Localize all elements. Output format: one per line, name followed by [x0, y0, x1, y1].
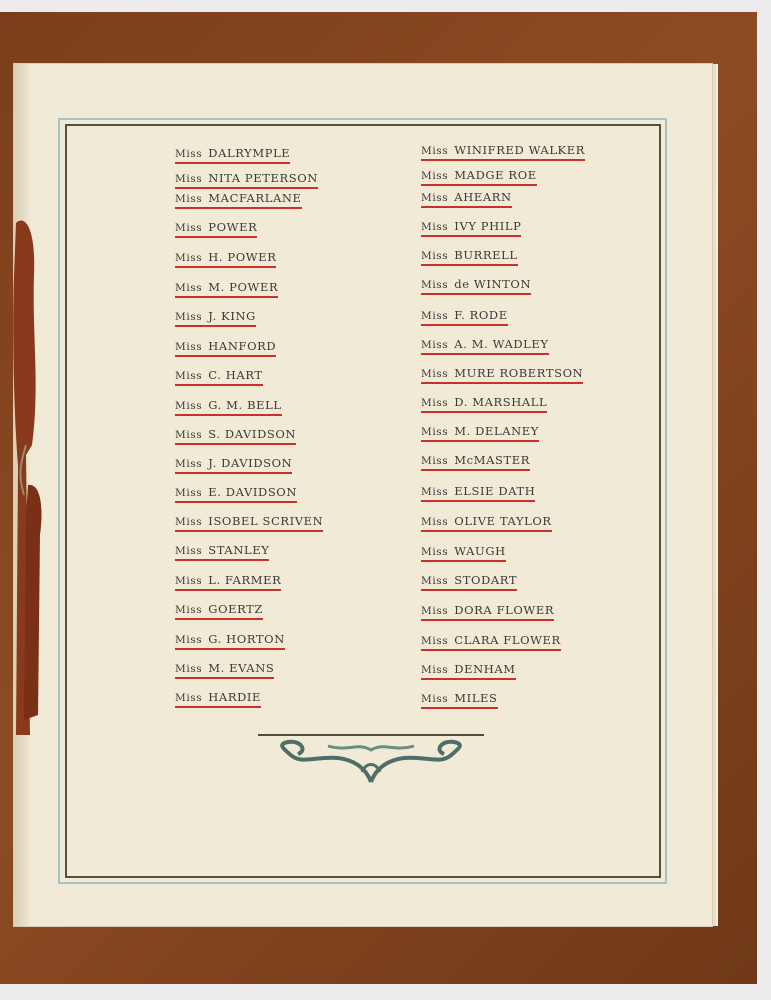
guest-name-entry — [175, 632, 285, 650]
guest-surname: AHEARN — [454, 190, 512, 204]
guest-surname: STANLEY — [208, 543, 270, 557]
guest-name-entry — [421, 168, 537, 186]
honorific: Miss — [175, 575, 203, 587]
guest-name-entry — [175, 485, 297, 503]
honorific: Miss — [421, 635, 449, 647]
honorific: Miss — [175, 429, 203, 441]
honorific: Miss — [421, 546, 449, 558]
guest-name-entry — [421, 366, 583, 384]
honorific: Miss — [421, 368, 449, 380]
guest-surname: DORA FLOWER — [454, 603, 555, 617]
guest-surname: CLARA FLOWER — [454, 633, 561, 647]
honorific: Miss — [175, 341, 203, 353]
guest-surname: ELSIE DATH — [454, 484, 536, 498]
guest-surname: G. M. BELL — [208, 398, 282, 412]
honorific: Miss — [175, 487, 203, 499]
guest-surname: WAUGH — [454, 544, 506, 558]
honorific: Miss — [175, 252, 203, 264]
honorific: Miss — [421, 250, 449, 262]
guest-name-entry — [175, 368, 263, 386]
guest-name-entry — [175, 171, 318, 189]
guest-name-entry — [421, 337, 549, 355]
honorific: Miss — [175, 173, 203, 185]
guest-name-entry — [421, 190, 512, 208]
guest-surname: MILES — [454, 691, 498, 705]
honorific: Miss — [421, 145, 449, 157]
guest-surname: DENHAM — [454, 662, 516, 676]
honorific: Miss — [421, 486, 449, 498]
guest-name-entry — [175, 573, 281, 591]
honorific: Miss — [421, 279, 449, 291]
guest-surname: HANFORD — [208, 339, 277, 353]
guest-name-entry — [421, 514, 552, 532]
honorific: Miss — [421, 221, 449, 233]
guest-name-entry — [175, 543, 269, 561]
honorific: Miss — [175, 634, 203, 646]
guest-surname: J. KING — [208, 309, 256, 323]
honorific: Miss — [421, 693, 449, 705]
guest-surname: J. DAVIDSON — [208, 456, 293, 470]
honorific: Miss — [421, 426, 449, 438]
guest-name-entry — [175, 191, 302, 209]
guest-surname: S. DAVIDSON — [208, 427, 297, 441]
guest-surname: STODART — [454, 573, 518, 587]
guest-surname: de WINTON — [454, 277, 532, 291]
guest-surname: L. FARMER — [208, 573, 282, 587]
guest-name-entry — [421, 453, 530, 471]
guest-surname: GOERTZ — [208, 602, 264, 616]
guest-name-entry — [175, 661, 274, 679]
honorific: Miss — [421, 605, 449, 617]
honorific: Miss — [421, 192, 449, 204]
honorific: Miss — [175, 458, 203, 470]
guest-name-entry — [421, 691, 498, 709]
honorific: Miss — [421, 339, 449, 351]
guest-name-entry — [175, 398, 282, 416]
guest-surname: MACFARLANE — [208, 191, 302, 205]
guest-surname: H. POWER — [208, 250, 277, 264]
guest-name-entry — [175, 220, 257, 238]
honorific: Miss — [421, 516, 449, 528]
guest-surname: HARDIE — [208, 690, 262, 704]
guest-surname: A. M. WADLEY — [454, 337, 549, 351]
guest-name-entry — [175, 339, 276, 357]
guest-surname: McMASTER — [454, 453, 530, 467]
honorific: Miss — [421, 575, 449, 587]
guest-surname: POWER — [208, 220, 258, 234]
honorific: Miss — [175, 400, 203, 412]
guest-name-entry — [421, 633, 561, 651]
honorific: Miss — [175, 692, 203, 704]
honorific: Miss — [175, 148, 203, 160]
guest-name-entry — [421, 424, 539, 442]
honorific: Miss — [175, 282, 203, 294]
guest-surname: M. POWER — [208, 280, 279, 294]
honorific: Miss — [175, 193, 203, 205]
honorific: Miss — [175, 545, 203, 557]
guest-surname: MADGE ROE — [454, 168, 537, 182]
guest-surname: OLIVE TAYLOR — [454, 514, 552, 528]
guest-name-entry — [421, 573, 517, 591]
guest-surname: F. RODE — [454, 308, 508, 322]
guest-name-entry — [175, 309, 256, 327]
guest-name-entry — [175, 427, 296, 445]
guest-name-entry — [421, 484, 535, 502]
silk-ribbon-icon — [10, 215, 46, 735]
scroll-ornament-icon — [258, 732, 484, 788]
guest-name-entry — [175, 514, 323, 532]
guest-surname: DALRYMPLE — [208, 146, 291, 160]
guest-surname: G. HORTON — [208, 632, 285, 646]
honorific: Miss — [421, 455, 449, 467]
guest-surname: NITA PETERSON — [208, 171, 318, 185]
guest-surname: MURE ROBERTSON — [454, 366, 584, 380]
guest-name-entry — [421, 248, 518, 266]
guest-surname: WINIFRED WALKER — [454, 143, 586, 157]
guest-name-entry — [421, 544, 506, 562]
honorific: Miss — [421, 170, 449, 182]
guest-name-entry — [421, 219, 521, 237]
guest-surname: ISOBEL SCRIVEN — [208, 514, 324, 528]
guest-name-entry — [175, 602, 263, 620]
guest-surname: IVY PHILP — [454, 219, 522, 233]
honorific: Miss — [175, 311, 203, 323]
guest-name-entry — [175, 690, 261, 708]
guest-name-entry — [421, 603, 554, 621]
guest-surname: C. HART — [208, 368, 263, 382]
guest-name-entry — [421, 277, 531, 295]
guest-surname: M. EVANS — [208, 661, 275, 675]
guest-surname: D. MARSHALL — [454, 395, 548, 409]
guest-name-entry — [421, 395, 547, 413]
honorific: Miss — [175, 663, 203, 675]
honorific: Miss — [175, 516, 203, 528]
honorific: Miss — [175, 604, 203, 616]
honorific: Miss — [421, 397, 449, 409]
guest-name-entry — [175, 250, 276, 268]
guest-surname: E. DAVIDSON — [208, 485, 297, 499]
honorific: Miss — [175, 222, 203, 234]
guest-name-entry — [175, 280, 278, 298]
guest-surname: BURRELL — [454, 248, 518, 262]
honorific: Miss — [175, 370, 203, 382]
honorific: Miss — [421, 310, 449, 322]
guest-name-entry — [175, 456, 292, 474]
honorific: Miss — [421, 664, 449, 676]
guest-name-entry — [421, 662, 516, 680]
guest-name-entry — [421, 143, 585, 161]
guest-name-entry — [175, 146, 290, 164]
guest-name-entry — [421, 308, 508, 326]
guest-surname: M. DELANEY — [454, 424, 539, 438]
